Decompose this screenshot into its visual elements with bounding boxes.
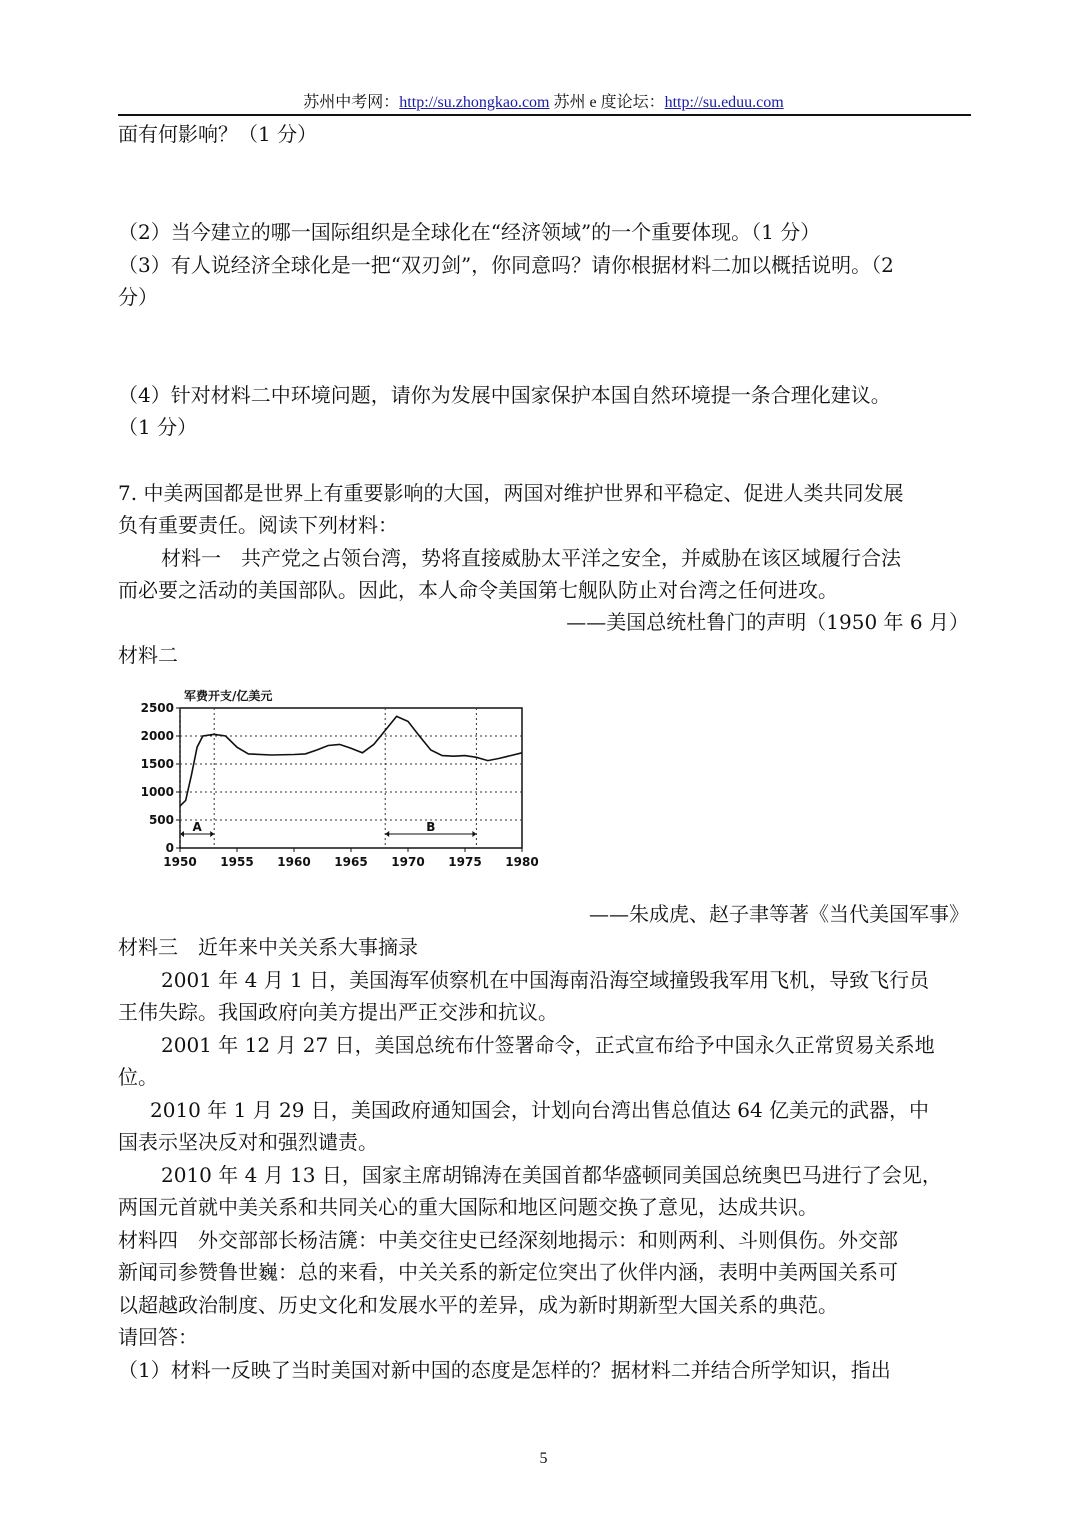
material-3-label: 材料三 近年来中关关系大事摘录 [118, 935, 418, 959]
text-line: 两国元首就中美关系和共同关心的重大国际和地区问题交换了意见，达成共识。 [118, 1195, 818, 1219]
question-7-1: （1）材料一反映了当时美国对新中国的态度是怎样的？据材料二并结合所学知识，指出 [118, 1358, 891, 1382]
period-label: A [192, 820, 202, 834]
military-spending-chart [140, 684, 540, 874]
event-2001-04: 2001 年 4 月 1 日，美国海军侦察机在中国海南沿海空域撞毁我军用飞机，导致飞行员 [161, 968, 930, 992]
header-prefix-1: 苏州中考网： [303, 94, 400, 111]
x-tick-label: 1960 [277, 855, 311, 869]
event-2010-01: 2010 年 1 月 29 日，美国政府通知国会，计划向台湾出售总值达 64 亿美元的武器，中 [150, 1098, 930, 1122]
x-tick-label: 1955 [220, 855, 254, 869]
material-2-label: 材料二 [118, 643, 178, 667]
header-rule [118, 114, 971, 116]
series-line-military-spending [180, 716, 522, 806]
header-link-zhongkao[interactable]: http://su.zhongkao.com [399, 94, 550, 111]
y-tick-label: 1000 [140, 785, 174, 799]
material-1: 材料一 共产党之占领台湾，势将直接威胁太平洋之安全，并威胁在该区域履行合法 [161, 546, 901, 570]
y-axis-label: 军费开支/亿美元 [184, 689, 273, 703]
answer-prompt: 请回答： [118, 1325, 198, 1349]
text-line: 面有何影响？（1 分） [118, 122, 318, 146]
y-tick-label: 2000 [140, 729, 174, 743]
material-4: 材料四 外交部部长杨洁篪：中美交往史已经深刻地揭示：和则两利、斗则俱伤。外交部 [118, 1228, 898, 1252]
period-arrowhead [472, 831, 476, 837]
event-2010-04: 2010 年 4 月 13 日，国家主席胡锦涛在美国首都华盛顿同美国总统奥巴马进行了会见， [161, 1163, 942, 1187]
period-arrowhead [210, 831, 214, 837]
text-line: 位。 [118, 1065, 158, 1089]
text-line: 新闻司参赞鲁世巍：总的来看，中关关系的新定位突出了伙伴内涵，表明中美两国关系可 [118, 1260, 898, 1284]
text-line: 分） [118, 285, 158, 309]
x-tick-label: 1975 [448, 855, 482, 869]
text-line: 国表示坚决反对和强烈谴责。 [118, 1130, 378, 1154]
text-line: 以超越政治制度、历史文化和发展水平的差异，成为新时期新型大国关系的典范。 [118, 1293, 838, 1317]
x-tick-label: 1970 [391, 855, 425, 869]
y-tick-label: 1500 [140, 757, 174, 771]
x-tick-label: 1965 [334, 855, 368, 869]
text-line: 而必要之活动的美国部队。因此，本人命令美国第七舰队防止对台湾之任何进攻。 [118, 578, 838, 602]
plot-frame [180, 708, 522, 848]
text-line: （2）当今建立的哪一国际组织是全球化在“经济领域”的一个重要体现。（1 分） [118, 220, 821, 244]
x-tick-label: 1950 [163, 855, 197, 869]
x-tick-label: 1980 [505, 855, 539, 869]
text-line: 王伟失踪。我国政府向美方提出严正交涉和抗议。 [118, 1000, 558, 1024]
period-arrowhead [385, 831, 389, 837]
citation-book: ——朱成虎、赵子聿等著《当代美国军事》 [589, 902, 969, 926]
header-prefix-2: 苏州 e 度论坛： [549, 94, 665, 111]
event-2001-12: 2001 年 12 月 27 日，美国总统布什签署命令，正式宣布给予中国永久正常贸易关系地 [161, 1033, 935, 1057]
y-tick-label: 2500 [140, 701, 174, 715]
citation-truman: ——美国总统杜鲁门的声明（1950 年 6 月） [566, 610, 969, 634]
text-line: （3）有人说经济全球化是一把“双刃剑”，你同意吗？请你根据材料二加以概括说明。（2 [118, 253, 894, 277]
page-number: 5 [539, 1450, 548, 1467]
period-label: B [426, 820, 436, 834]
page-header [0, 89, 1087, 112]
text-line: （1 分） [118, 415, 198, 439]
text-line: （4）针对材料二中环境问题，请你为发展中国家保护本国自然环境提一条合理化建议。 [118, 383, 891, 407]
question-7: 7. 中美两国都是世界上有重要影响的大国，两国对维护世界和平稳定、促进人类共同发展 [118, 481, 904, 505]
y-tick-label: 500 [148, 813, 174, 827]
y-tick-label: 0 [165, 841, 174, 855]
text-line: 负有重要责任。阅读下列材料： [118, 513, 398, 537]
header-link-eduu[interactable]: http://su.eduu.com [664, 94, 784, 111]
